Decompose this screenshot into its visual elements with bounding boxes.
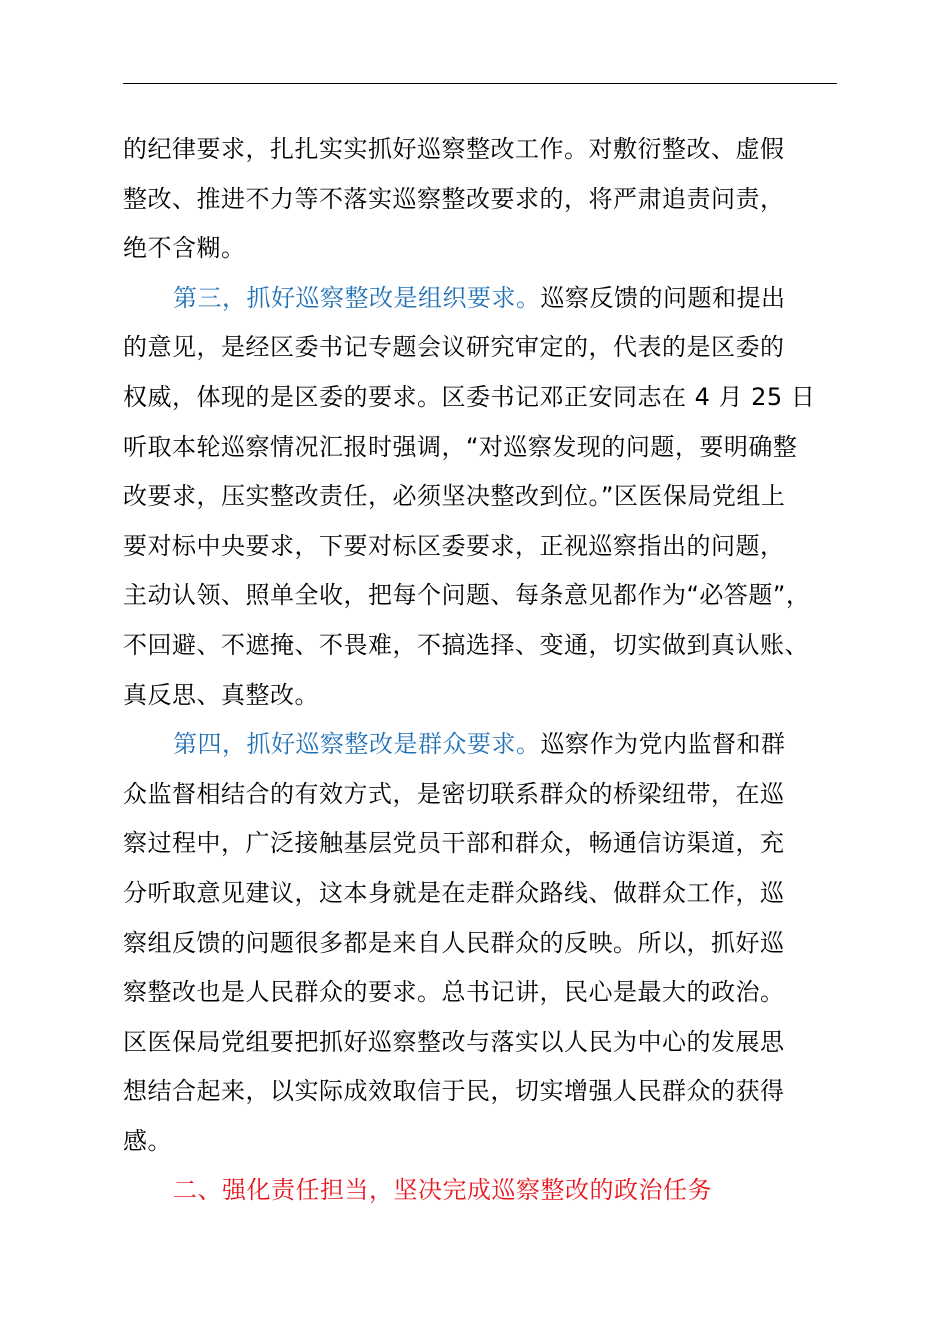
text-segment: 察整改也是人民群众的要求。总书记讲，民心是最大的政治。 <box>123 978 785 1007</box>
text-segment: 感。 <box>123 1126 172 1155</box>
text-line <box>123 770 837 820</box>
text-line <box>123 423 837 473</box>
text-line <box>123 869 837 919</box>
text-segment: 分听取意见建议，这本身就是在走群众路线、做群众工作，巡 <box>123 878 785 907</box>
text-segment: 察过程中，广泛接触基层党员干部和群众，畅通信访渠道，充 <box>123 829 785 858</box>
text-segment: 众监督相结合的有效方式，是密切联系群众的桥梁纽带，在巡 <box>123 779 785 808</box>
paragraph-4-first-line <box>123 720 837 770</box>
text-line <box>123 175 837 225</box>
text-segment: 的纪律要求，扎扎实实抓好巡察整改工作。对敷衍整改、虚假 <box>123 135 785 163</box>
text-segment: 改要求，压实整改责任，必须坚决整改到位。”区医保局党组上 <box>123 482 786 511</box>
text-segment: 整改、推进不力等不落实巡察整改要求的，将严肃追责问责， <box>123 184 785 213</box>
text-segment: 的意见，是经区委书记专题会议研究审定的，代表的是区委的 <box>123 333 785 362</box>
text-line <box>123 522 837 572</box>
text-segment: 听取本轮巡察情况汇报时强调，“对巡察发现的问题，要明确整 <box>123 432 798 461</box>
text-line <box>123 224 837 274</box>
text-segment: 要对标中央要求，下要对标区委要求，正视巡察指出的问题， <box>123 531 785 560</box>
text-line <box>123 571 837 621</box>
text-line <box>123 671 837 721</box>
section-heading-masses: 第四，抓好巡察整改是群众要求。 <box>173 730 541 759</box>
text-line <box>123 472 837 522</box>
document-body <box>123 125 837 1216</box>
paragraph-3-first-line <box>123 274 837 324</box>
text-segment: 巡察作为党内监督和群 <box>540 730 786 759</box>
text-line <box>123 373 837 423</box>
text-line <box>123 125 837 175</box>
text-line <box>123 621 837 671</box>
text-segment: 巡察反馈的问题和提出 <box>540 283 786 312</box>
header-rule <box>123 83 837 84</box>
text-line <box>123 819 837 869</box>
text-segment: 区医保局党组要把抓好巡察整改与落实以人民为中心的发展思 <box>123 1027 785 1056</box>
text-segment: 察组反馈的问题很多都是来自人民群众的反映。所以，抓好巡 <box>123 928 785 957</box>
text-line <box>123 919 837 969</box>
text-segment: 想结合起来，以实际成效取信于民，切实增强人民群众的获得 <box>123 1077 785 1106</box>
text-segment: 不回避、不遮掩、不畏难，不搞选择、变通，切实做到真认账、 <box>123 630 809 659</box>
text-line <box>123 1117 837 1167</box>
text-segment: 权威，体现的是区委的要求。区委书记邓正安同志在 4 月 25 日 <box>123 382 816 411</box>
text-line <box>123 1067 837 1117</box>
text-line <box>123 968 837 1018</box>
text-segment: 绝不含糊。 <box>123 234 246 263</box>
text-line <box>123 323 837 373</box>
section-heading-responsibility: 二、强化责任担当，坚决完成巡察整改的政治任务 <box>173 1176 712 1205</box>
section-heading-organization: 第三，抓好巡察整改是组织要求。 <box>173 283 541 312</box>
text-line <box>123 1018 837 1068</box>
section-heading-line <box>123 1166 837 1216</box>
text-segment: 主动认领、照单全收，把每个问题、每条意见都作为“必答题”， <box>123 581 811 610</box>
text-segment: 真反思、真整改。 <box>123 680 319 709</box>
